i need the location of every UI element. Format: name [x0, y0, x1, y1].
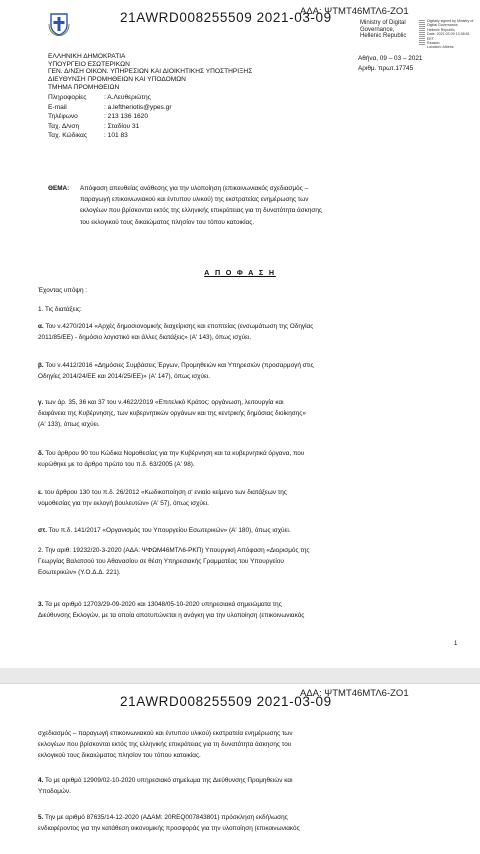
point-3: 3. Τα με αριθμό 12703/29-09-2020 και 13048/05-10-2020 υπηρεσιακά σημειώματα της Διεύθυνσης Εκλογών, με τα οποία αποτυπώνεται η ανάγκη για την υλοποίηση (επικοινωνιακός [38, 601, 305, 620]
ada-code: ΑΔΑ: ΨΤΜΤ46ΜΤΛ6-ΖΟ1 [300, 6, 409, 17]
point-5: 5. Την με αριθμό 87635/14-12-2020 (ΑΔΑΜ: 20REQ007843801) πρόσκληση εκδήλωσης ενδιαφέροντος για την κατάθεση οικονομικής προσφοράς για την υλοποίηση (επικοινωνιακός [38, 814, 300, 833]
provision-item-d: δ. Του άρθρου 90 του Κώδικα Νομοθεσίας για την Κυβέρνηση και τα κυβερνητικά όργανα, που κυρώθηκε με το άρθρο πρώτο του π.δ. 63/2005 (Α' 98). [38, 450, 305, 469]
digital-signature-details: Digitally signed by Ministry of Digital Governance, Hellenic Republic Date: 2021.03.09 13:38:51 EET Reason: Location: Athens [427, 19, 474, 50]
considering-line: Έχοντας υπόψη : [38, 287, 88, 294]
provision-item-b: β. Του ν.4412/2016 «Δημόσιες Συμβάσεις Έργων, Προμηθειών και Υπηρεσιών (προσαρμογή στις Οδηγίες 2014/24/ΕΕ και 2014/25/ΕΕ)» (Α' 147), όπως ισχύει. [38, 362, 314, 381]
protocol-number: Αριθμ. πρωτ.17745 [358, 65, 414, 72]
decision-title: Α Π Ο Φ Α Σ Η [204, 268, 276, 277]
page-number: 1 [454, 641, 458, 647]
signature-side-label: Ministry of Digital Governance, Hellenic Republic [360, 20, 407, 40]
contact-row: Ταχ. Κώδικας : 101 83 [48, 132, 128, 140]
contact-row: E-mail : a.leftheriotis@ypes.gr [48, 103, 172, 111]
contact-details [48, 93, 172, 141]
greek-coat-of-arms-icon [48, 12, 70, 36]
document-page-2 [0, 683, 480, 854]
document-code: 21AWRD008255509 2021-03-09 [120, 10, 332, 25]
organisation-header: ΕΛΛΗΝΙΚΗ ΔΗΜΟΚΡΑΤΙΑ ΥΠΟΥΡΓΕΙΟ ΕΣΩΤΕΡΙΚΩΝ ΓΕΝ. Δ/ΝΣΗ ΟΙΚΟΝ. ΥΠΗΡΕΣΙΩΝ ΚΑΙ ΔΙΟΙΚΗΤΙΚΗΣ ΥΠΟΣΤΗΡΙΞΗΣ ΔΙΕΥΘΥΝΣΗ ΠΡΟΜΗΘΕΙΩΝ ΚΑΙ ΥΠΟΔΟΜΩΝ ΤΜΗΜΑ ΠΡΟΜΗΘΕΙΩΝ [48, 53, 253, 91]
provisions-heading: 1. Τις διατάξεις: [38, 306, 82, 313]
subject-text: Απόφαση απευθείας ανάθεσης για την υλοποίηση (επικοινωνιακός σχεδιασμός – παραγωγή επικοινωνιακού και έντυπου υλικού) της εκστρατείας ενημέρωσης των εκλογέων που βρίσκονται εκτός της ελληνικής επικράτειας για τη δυνατότητα άσκησης του εκλογικού τους δικαιώματος πλησίον του τόπου κατοικίας. [80, 185, 323, 226]
provision-item-a: α. Του ν.4270/2014 «Αρχές δημοσιονομικής διαχείρισης και εποπτείας (ενσωμάτωση της Οδηγίας 2011/85/ΕΕ) - δημόσιο λογιστικό και άλλες διατάξεις» (Α' 143), όπως ισχύει. [38, 323, 314, 342]
provision-item-c: γ. των άρ. 35, 36 και 37 του ν.4622/2019 «Επιτελικό Κράτος: οργάνωση, λειτουργία και διαφάνεια της Κυβέρνησης, των κυβερνητικών οργάνων και της κεντρικής δημόσιας διοίκησης» (Α' 133), όπως ισχύει. [38, 399, 306, 429]
continuation-text: σχεδιασμός – παραγωγή επικοινωνιακού και έντυπου υλικού) εκστρατεία ενημέρωσης των εκλογέων που βρίσκονται εκτός της ελληνικής επικράτειας για τη δυνατότητα άσκησης του εκλογικού τους δικαιώματος πλησίον του τόπου κατοικίας. [38, 730, 293, 760]
contact-row: Ταχ. Δ/νση : Σταδίου 31 [48, 122, 140, 130]
contact-row: Τηλέφωνο : 213 136 1620 [48, 113, 148, 121]
document-code: 21AWRD008255509 2021-03-09 [120, 694, 332, 709]
contact-row: Πληροφορίες : Α.Λευθεριώτης [48, 94, 151, 101]
ada-code: ΑΔΑ: ΨΤΜΤ46ΜΤΛ6-ΖΟ1 [300, 688, 409, 699]
point-4: 4. Το με αριθμό 12909/02-10-2020 υπηρεσιακό σημείωμα της Διεύθυνσης Προμηθειών και Υποδομών. [38, 777, 293, 796]
provision-item-e: ε. του άρθρου 130 του π.δ. 26/2012 «Κωδικοποίηση σ' ενιαίο κείμενο των διατάξεων της νομοθεσίας για την εκλογή βουλευτών» (Α' 57), όπως ισχύει. [38, 489, 287, 508]
subject-label: ΘΕΜΑ: [48, 185, 70, 192]
point-2: 2. Την αριθ: 19232/20-3-2020 (ΑΔΑ: ΨΦΩΜ46ΜΤΛ6-ΡΚΠ) Υπουργική Απόφαση «Διορισμός της Γεωργίας Βαλατσού του Αθανασίου σε θέση Υπηρεσιακής Γραμματέας του Υπουργείου Εσωτερικών» (Υ.Ο.Δ.Δ. 221). [38, 547, 310, 577]
date-line: Αθήνα, 09 – 03 – 2021 [358, 55, 423, 62]
digital-signature-mark [419, 19, 425, 45]
provision-item-f: στ. Του π.δ. 141/2017 «Οργανισμός του Υπουργείου Εσωτερικών» (Α' 180), όπως ισχύει. [38, 527, 291, 534]
